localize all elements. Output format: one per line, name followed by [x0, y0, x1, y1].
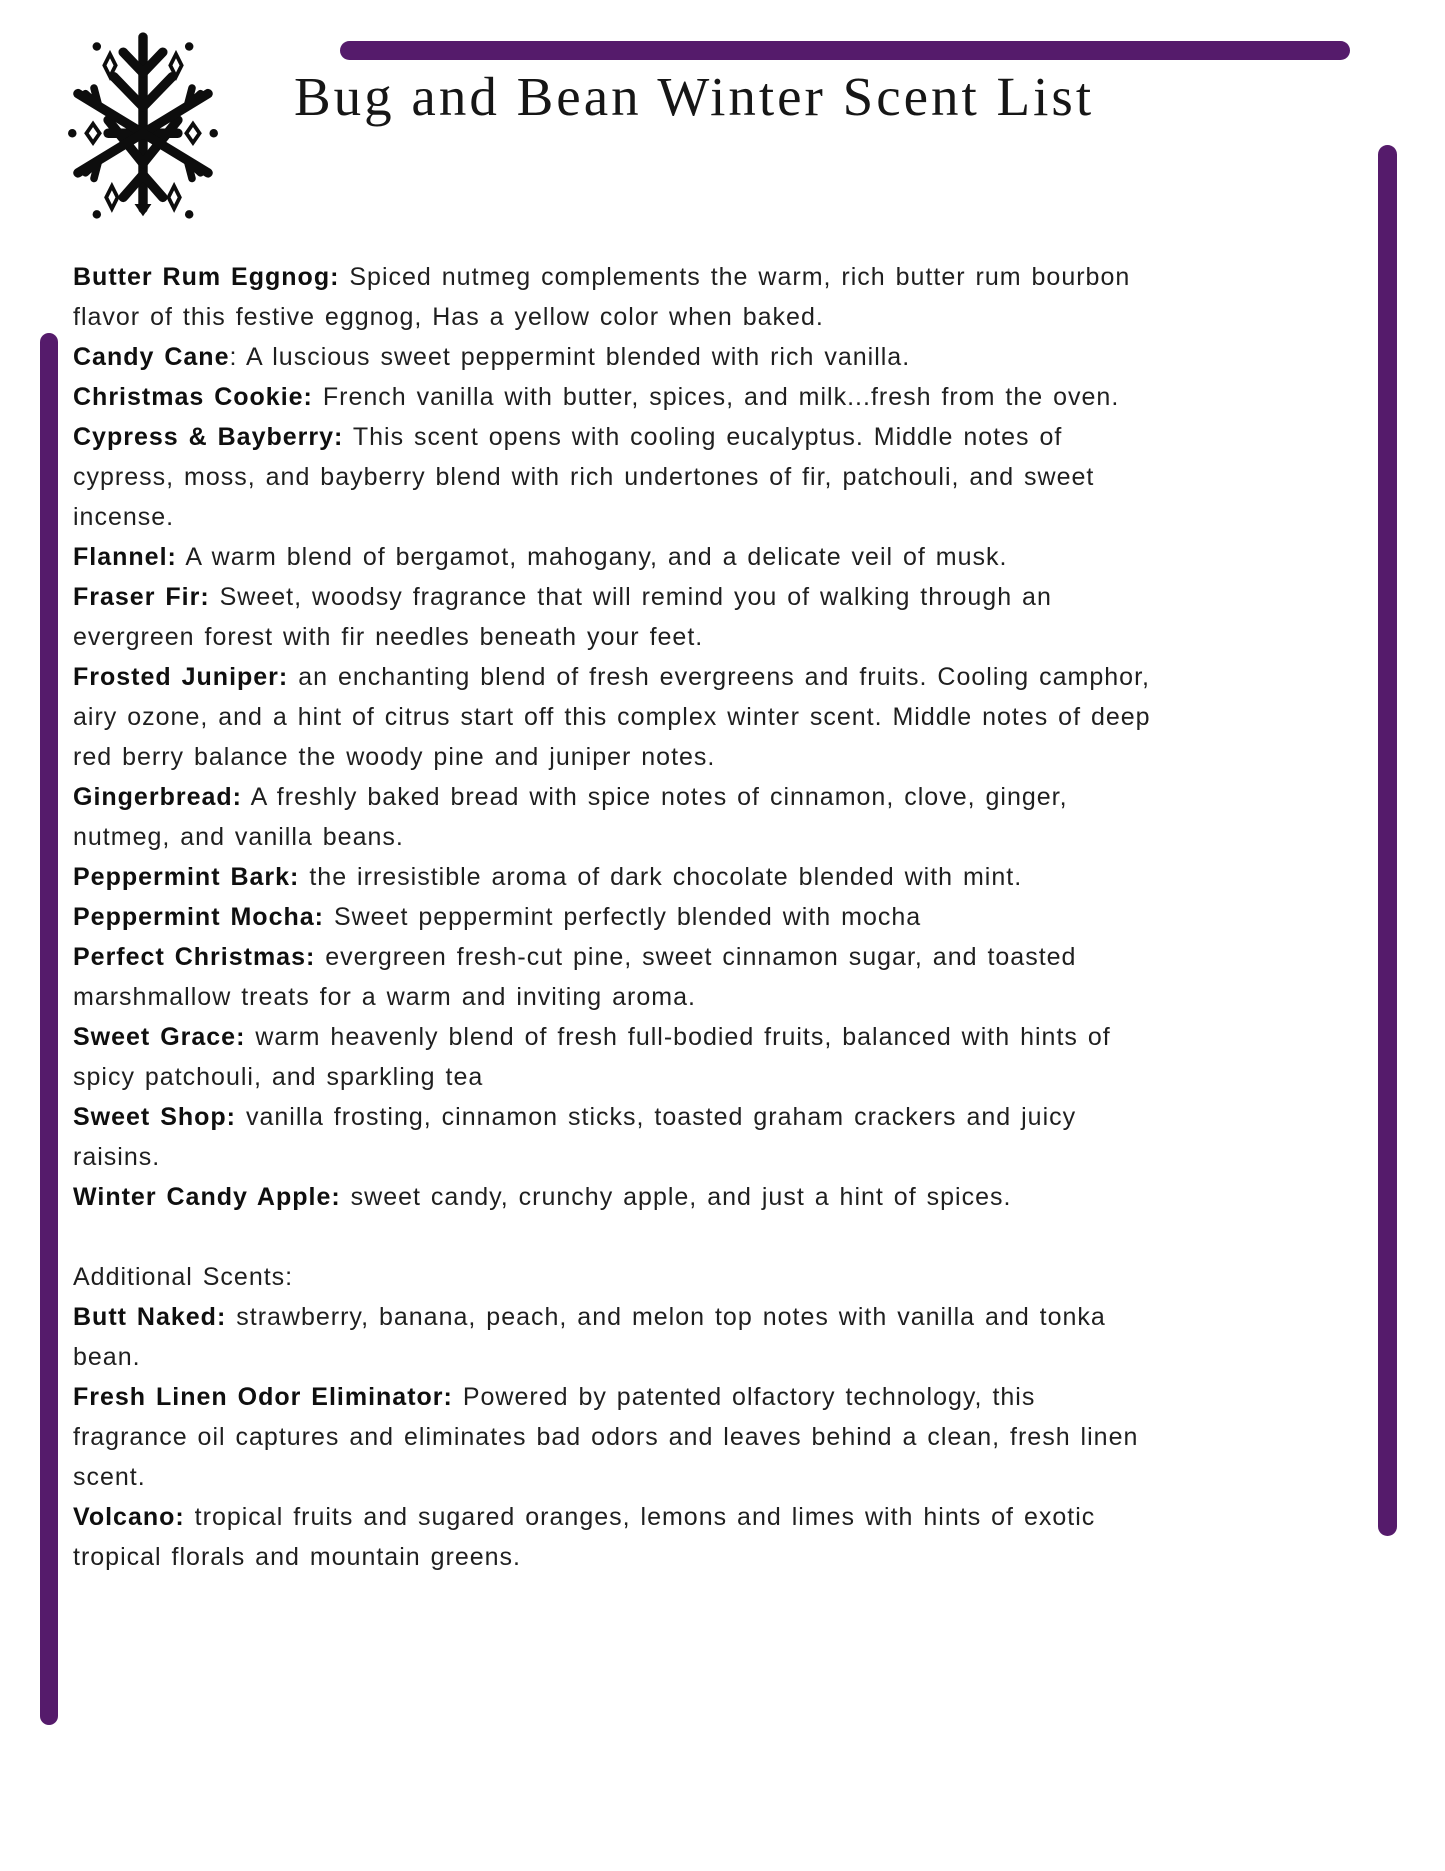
scent-name: Peppermint Bark: — [73, 863, 300, 891]
scent-name: Butt Naked: — [73, 1303, 227, 1331]
scent-description: tropical fruits and sugared oranges, lemons and limes with hints of exotic tropical florals and mountain greens. — [73, 1503, 1096, 1571]
scent-name: Candy Cane — [73, 343, 230, 371]
scent-list — [73, 257, 1151, 1577]
scent-item — [73, 337, 1151, 377]
blank-line — [73, 1217, 1151, 1257]
scent-description: evergreen fresh-cut pine, sweet cinnamon sugar, and toasted marshmallow treats for a warm and inviting aroma. — [73, 943, 1077, 1011]
scent-description: vanilla frosting, cinnamon sticks, toasted graham crackers and juicy raisins. — [73, 1103, 1077, 1171]
scent-name: Volcano: — [73, 1503, 185, 1531]
scent-description: A warm blend of bergamot, mahogany, and a delicate veil of musk. — [185, 543, 1008, 571]
scent-item — [73, 897, 1151, 937]
scent-description: sweet candy, crunchy apple, and just a hint of spices. — [350, 1183, 1012, 1211]
snowflake-icon — [52, 22, 234, 220]
left-accent-bar — [40, 333, 58, 1725]
scent-name: Frosted Juniper: — [73, 663, 289, 691]
scent-name: Sweet Shop: — [73, 1103, 237, 1131]
scent-item — [73, 257, 1151, 337]
scent-description: Powered by patented olfactory technology, this fragrance oil captures and eliminates bad odors and leaves behind a clean, fresh linen scent. — [73, 1383, 1139, 1491]
top-accent-bar — [340, 41, 1350, 60]
scent-item — [73, 417, 1151, 537]
scent-name: Flannel: — [73, 543, 177, 571]
scent-description: A freshly baked bread with spice notes of cinnamon, clove, ginger, nutmeg, and vanilla beans. — [73, 783, 1068, 851]
page-title: Bug and Bean Winter Scent List — [294, 66, 1095, 127]
additional-scents-heading: Additional Scents: — [73, 1263, 294, 1291]
scent-item — [73, 657, 1151, 777]
scent-description: strawberry, banana, peach, and melon top notes with vanilla and tonka bean. — [73, 1303, 1106, 1371]
scent-description: French vanilla with butter, spices, and milk...fresh from the oven. — [322, 383, 1120, 411]
scent-name: Butter Rum Eggnog: — [73, 263, 340, 291]
scent-item — [73, 857, 1151, 897]
scent-description: This scent opens with cooling eucalyptus. Middle notes of cypress, moss, and bayberry blend with rich undertones of fir, patchouli, and sweet incense. — [73, 423, 1095, 531]
scent-item — [73, 1497, 1151, 1577]
scent-name: Gingerbread: — [73, 783, 242, 811]
right-accent-bar — [1378, 145, 1397, 1536]
scent-description: Sweet peppermint perfectly blended with mocha — [333, 903, 922, 931]
scent-name: Fraser Fir: — [73, 583, 210, 611]
scent-item — [73, 1177, 1151, 1217]
scent-item — [73, 537, 1151, 577]
scent-name: Sweet Grace: — [73, 1023, 246, 1051]
scent-description: the irresistible aroma of dark chocolate blended with mint. — [309, 863, 1023, 891]
scent-description: : A luscious sweet peppermint blended with rich vanilla. — [229, 343, 911, 371]
scent-name: Winter Candy Apple: — [73, 1183, 341, 1211]
scent-item — [73, 1377, 1151, 1497]
scent-description: warm heavenly blend of fresh full-bodied fruits, balanced with hints of spicy patchouli, and sparkling tea — [73, 1023, 1111, 1091]
scent-item — [73, 377, 1151, 417]
scent-item — [73, 577, 1151, 657]
scent-item — [73, 1297, 1151, 1377]
scent-name: Perfect Christmas: — [73, 943, 316, 971]
scent-item — [73, 777, 1151, 857]
scent-name: Cypress & Bayberry: — [73, 423, 344, 451]
scent-description: Sweet, woodsy fragrance that will remind you of walking through an evergreen forest with fir needles beneath your feet. — [73, 583, 1052, 651]
scent-description: Spiced nutmeg complements the warm, rich butter rum bourbon flavor of this festive eggnog, Has a yellow color when baked. — [73, 263, 1131, 331]
scent-name: Peppermint Mocha: — [73, 903, 324, 931]
scent-item — [73, 937, 1151, 1017]
scent-name: Fresh Linen Odor Eliminator: — [73, 1383, 453, 1411]
scent-description: an enchanting blend of fresh evergreens and fruits. Cooling camphor, airy ozone, and a hint of citrus start off this complex winter scent. Middle notes of deep red berry balance the woody pine and juniper notes. — [73, 663, 1151, 771]
scent-item — [73, 1097, 1151, 1177]
scent-name: Christmas Cookie: — [73, 383, 313, 411]
scent-item — [73, 1017, 1151, 1097]
